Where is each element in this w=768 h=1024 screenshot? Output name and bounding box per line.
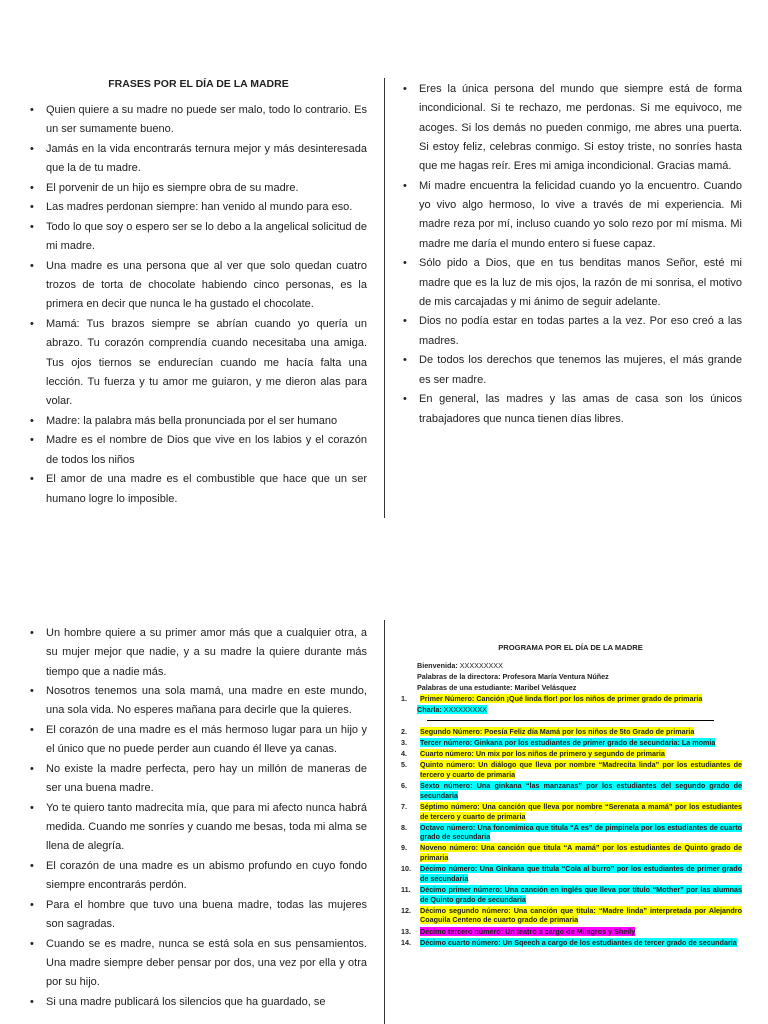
program-item-text: Séptimo número: Una canción que lleva por nombre “Serenata a mamá” por los estudiantes de tercero y cuarto de primaria bbox=[420, 801, 742, 821]
quote-item: • Quien quiere a su madre no puede ser malo, todo lo contrario. Es un ser sumamente bueno. bbox=[30, 101, 367, 140]
program-item-number: 13. bbox=[401, 926, 411, 936]
top-right-quotes-panel bbox=[403, 80, 742, 429]
program-item bbox=[399, 727, 742, 737]
program-item bbox=[399, 885, 742, 904]
program-meta-line bbox=[417, 682, 742, 693]
program-meta-label: Bienvenida: bbox=[417, 661, 460, 670]
program-item bbox=[399, 906, 742, 925]
program-item-text: Décimo segundo número: Una canción que titula: “Madre linda” interpretada por Alejandro Coaguila Centeno de cuarto grado de primaria bbox=[420, 905, 742, 925]
quote-item: • El porvenir de un hijo es siempre obra de su madre. bbox=[30, 179, 367, 198]
program-item bbox=[399, 843, 742, 862]
program-meta-value: XXXXXXXXX bbox=[459, 661, 503, 670]
bottom-left-quotes-panel bbox=[30, 624, 367, 1013]
program-item bbox=[399, 694, 742, 704]
program-item bbox=[399, 927, 742, 937]
quote-item: • Dios no podía estar en todas partes a la vez. Por eso creó a las madres. bbox=[403, 312, 742, 351]
program-item-number: 8. bbox=[401, 822, 407, 832]
program-item-number: 10. bbox=[401, 864, 411, 874]
program-item-list bbox=[399, 727, 742, 948]
program-item-number: 7. bbox=[401, 801, 407, 811]
program-item-number: 2. bbox=[401, 726, 407, 736]
program-item bbox=[399, 938, 742, 948]
program-item bbox=[399, 802, 742, 821]
program-item-number: 6. bbox=[401, 781, 407, 791]
quote-item: • El amor de una madre es el combustible que hace que un ser humano logre lo imposible. bbox=[30, 470, 367, 509]
program-item-text: Noveno número: Una canción que titula “A mamá” por los estudiantes de Quinto grado de primaria bbox=[420, 843, 742, 863]
program-item bbox=[399, 823, 742, 842]
program-item-text: Quinto número: Un diálogo que lleva por nombre “Madrecita linda” por los estudiantes de tercero y cuarto de primaria bbox=[420, 760, 742, 779]
charla-line bbox=[399, 705, 742, 715]
program-item bbox=[399, 749, 742, 759]
program-item-text: Octavo número: Una fonomímica que titula “A es” de pimpinela por los estudiantes de cuarto grado de secundaria bbox=[420, 822, 742, 842]
program-item-text: Décimo cuarto número: Un Sqeech a cargo de los estudiantes de tercer grado de secundaria bbox=[420, 937, 737, 947]
top-left-quotes-panel bbox=[30, 78, 367, 509]
program-item-text: Décimo primer número: Una canción en inglés que lleva por título “Mother” por las alumnas de Quinto grado de secundaria bbox=[420, 885, 742, 904]
quote-item: • No existe la madre perfecta, pero hay un millón de maneras de ser una buena madre. bbox=[30, 760, 367, 799]
program-item bbox=[399, 760, 742, 779]
quote-list bbox=[30, 624, 367, 1012]
quote-item: • Para el hombre que tuvo una buena madre, todas las mujeres son sagradas. bbox=[30, 896, 367, 935]
quote-item: • Madre: la palabra más bella pronunciada por el ser humano bbox=[30, 412, 367, 431]
quote-item: • Sólo pido a Dios, que en tus benditas manos Señor, esté mi madre que es la luz de mis ojos, la razón de mi sonrisa, el motivo de mis carcajadas y mi ánimo de seguir adelante. bbox=[403, 254, 742, 312]
program-item-text: Primer Número: Canción ¡Qué linda flor! por los niños de primer grado de primaria bbox=[420, 693, 703, 703]
bottom-column-divider bbox=[384, 620, 385, 1024]
program-meta-label: Palabras de una estudiante: Maribel Velásquez bbox=[417, 683, 577, 693]
quote-item: • De todos los derechos que tenemos las mujeres, el más grande es ser madre. bbox=[403, 351, 742, 390]
page-title: FRASES POR EL DÍA DE LA MADRE bbox=[108, 78, 289, 90]
top-column-divider bbox=[384, 78, 385, 518]
program-panel bbox=[399, 643, 742, 949]
quote-item: • Las madres perdonan siempre: han venido al mundo para eso. bbox=[30, 198, 367, 217]
quote-item: • Un hombre quiere a su primer amor más que a cualquier otra, a su mujer mejor que nadie, y a su madre la quiere durante más tiempo que a nadie más. bbox=[30, 624, 367, 682]
quote-item: • En general, las madres y las amas de casa son los únicos trabajadores que nunca tienen días libres. bbox=[403, 390, 742, 429]
charla-value: XXXXXXXXX bbox=[443, 704, 487, 714]
program-meta bbox=[399, 660, 742, 694]
quote-item: • Si una madre publicará los silencios que ha guardado, se bbox=[30, 993, 367, 1012]
quote-item: • Eres la única persona del mundo que siempre está de forma incondicional. Si te rechazo, me perdonas. Si me equivoco, me acoges. Si los demás no pueden conmigo, me abres una puerta. Si estoy feliz, celebras conmigo. Si estoy triste, no sonríes hasta que me hagas reír. Eres mi amiga incondicional. Gracias mamá. bbox=[403, 80, 742, 176]
quote-item: • Mamá: Tus brazos siempre se abrían cuando yo quería un abrazo. Tu corazón comprendía cuando necesitaba una amiga. Tus ojos tiernos se endurecían cuando me hacía falta una lección. Tu fuerza y tu amor me guiaron, y me dieron alas para volar. bbox=[30, 315, 367, 411]
program-item-number: 4. bbox=[401, 749, 407, 759]
quote-list bbox=[403, 80, 742, 429]
quote-item: • Yo te quiero tanto madrecita mía, que para mi afecto nunca habrá medida. Cuando me sonríes y cuando me besas, toda mi alma se llena de alegría. bbox=[30, 799, 367, 857]
program-title: PROGRAMA POR EL DÍA DE LA MADRE bbox=[498, 643, 643, 652]
quote-item: • Nosotros tenemos una sola mamá, una madre en este mundo, una sola vida. No esperes mañana para decirle que la quieres. bbox=[30, 682, 367, 721]
program-item-number: 14. bbox=[401, 937, 411, 947]
quote-item: • Mi madre encuentra la felicidad cuando yo la encuentro. Cuando yo vivo algo hermoso, lo vive a través de mi experiencia. Mi madre reza por mí, incluso cuando yo solo rezo por mí misma. Mi madre me daría el mundo entero si fuese capaz. bbox=[403, 177, 742, 254]
program-item bbox=[399, 864, 742, 883]
program-item-text: Cuarto número: Un mix por los niños de primero y segundo de primaria bbox=[420, 749, 665, 759]
quote-item: • Jamás en la vida encontrarás ternura mejor y más desinteresada que la de tu madre. bbox=[30, 140, 367, 179]
program-meta-line bbox=[417, 660, 742, 671]
program-item-text: Décimo número: Una Ginkana que titula “Cola al burro” por los estudiantes de primer grado de secundaria bbox=[420, 864, 742, 883]
program-item bbox=[399, 781, 742, 800]
program-item-number: 5. bbox=[401, 760, 407, 770]
program-item-text: Tercer número: Ginkana por los estudiantes de primer grado de secundaria: La momia bbox=[420, 737, 716, 747]
quote-item: • El corazón de una madre es el más hermoso lugar para un hijo y el único que no puede perder aun cuando él lleve ya canas. bbox=[30, 721, 367, 760]
program-item-number: 9. bbox=[401, 843, 407, 853]
separator-line bbox=[427, 720, 714, 721]
quote-list bbox=[30, 101, 367, 509]
program-item-text: Décimo tercero número: Un teatro a cargo de Milagros y Sheily bbox=[420, 926, 636, 936]
quote-item: • Madre es el nombre de Dios que vive en los labios y el corazón de todos los niños bbox=[30, 431, 367, 470]
program-item bbox=[399, 738, 742, 748]
quote-item: • Todo lo que soy o espero ser se lo debo a la angelical solicitud de mi madre. bbox=[30, 218, 367, 257]
program-first-item-list bbox=[399, 694, 742, 704]
quote-item: • Cuando se es madre, nunca se está sola en sus pensamientos. Una madre siempre deber pensar por dos, una vez por ella y otra por su hijo. bbox=[30, 935, 367, 993]
charla-label: Charla: bbox=[417, 704, 444, 714]
quote-item: • Una madre es una persona que al ver que solo quedan cuatro trozos de torta de chocolate habiendo cinco personas, es la primera en decir que nunca le ha gustado el chocolate. bbox=[30, 257, 367, 315]
program-meta-line bbox=[417, 671, 742, 682]
quote-item: • El corazón de una madre es un abismo profundo en cuyo fondo siempre encontrarás perdón. bbox=[30, 857, 367, 896]
program-item-text: Segundo Número: Poesía Feliz día Mamá por los niños de 5to Grado de primaria bbox=[420, 726, 695, 736]
program-item-number: 11. bbox=[401, 885, 411, 895]
program-item-text: Sexto número: Una ginkana “las manzanas” por los estudiantes del segundo grado de secundaria bbox=[420, 781, 742, 800]
program-meta-label: Palabras de la directora: Profesora María Ventura Núñez bbox=[417, 672, 609, 682]
program-item-number: 12. bbox=[401, 905, 411, 915]
program-item-number: 3. bbox=[401, 737, 407, 747]
program-item-number: 1. bbox=[401, 693, 407, 703]
